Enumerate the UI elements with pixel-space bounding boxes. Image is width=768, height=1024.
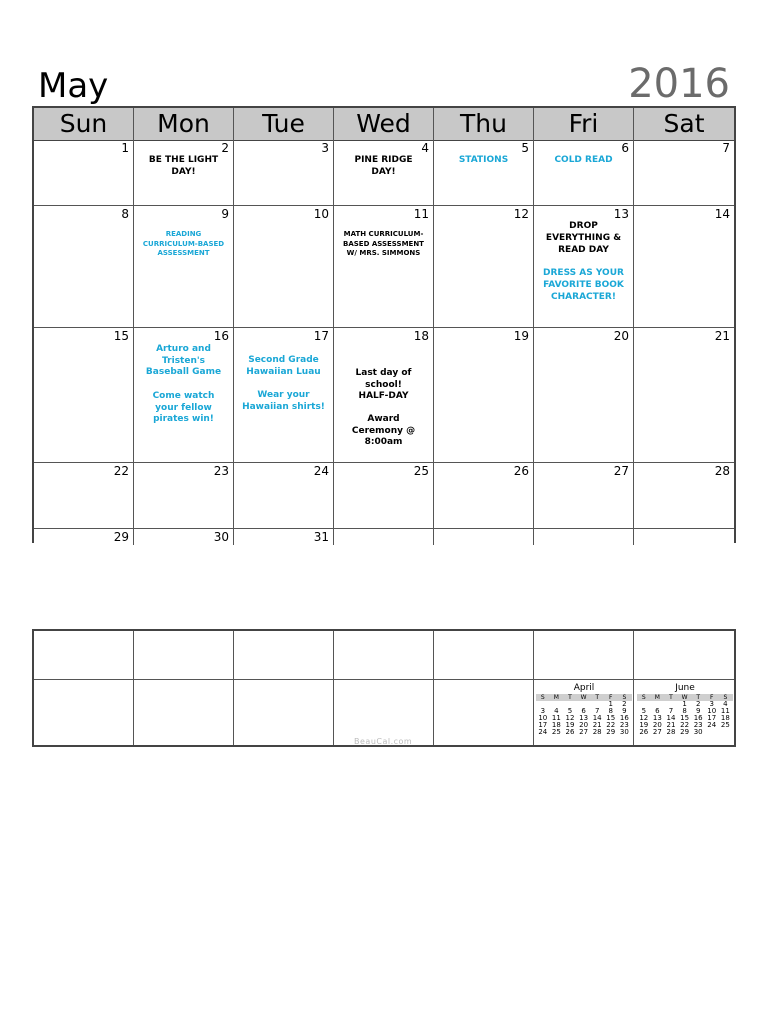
day-number: 31 xyxy=(313,530,329,544)
mini-day: 16 xyxy=(619,714,629,722)
mini-day: 8 xyxy=(682,707,687,715)
mini-day: 10 xyxy=(538,714,548,722)
day-number: 29 xyxy=(113,530,129,544)
day-number: 27 xyxy=(613,464,629,478)
mini-day: 14 xyxy=(666,714,676,722)
day-cell[interactable] xyxy=(234,140,334,206)
event-dress-as-character: DRESS AS YOUR FAVORITE BOOK CHARACTER! xyxy=(543,268,624,302)
mini-day: 3 xyxy=(540,707,546,715)
mini-day: 3 xyxy=(709,700,714,708)
mini-calendar-june xyxy=(637,683,733,736)
day-number: 4 xyxy=(421,141,429,155)
mini-day: 15 xyxy=(680,714,690,722)
mini-day: 26 xyxy=(639,728,649,736)
mini-calendar-title: April xyxy=(573,683,595,693)
event-be-the-light: BE THE LIGHT DAY! xyxy=(148,155,219,177)
day-cell[interactable] xyxy=(334,463,434,529)
event-hawaiian-luau: Second Grade Hawaiian Luau xyxy=(246,355,321,377)
mini-calendar-weekdays xyxy=(536,694,632,701)
day-cell[interactable] xyxy=(334,328,434,463)
day-cell[interactable] xyxy=(534,328,634,463)
event-pine-ridge: PINE RIDGE DAY! xyxy=(354,155,413,177)
notes-cell xyxy=(534,631,634,680)
mini-day: 2 xyxy=(695,700,701,708)
mini-day: 1 xyxy=(608,700,613,708)
mini-dow: T xyxy=(568,694,572,701)
weekday-thu: Thu xyxy=(434,108,534,140)
day-cell[interactable] xyxy=(534,206,634,328)
mini-dow: W xyxy=(681,694,688,701)
mini-dow: S xyxy=(641,694,646,701)
day-cell[interactable] xyxy=(134,463,234,529)
day-number: 16 xyxy=(213,329,229,343)
day-number: 20 xyxy=(613,329,629,343)
mini-day: 26 xyxy=(565,728,575,736)
mini-day: 13 xyxy=(579,714,589,722)
day-cell[interactable] xyxy=(434,328,534,463)
mini-day: 18 xyxy=(551,721,561,729)
mini-day xyxy=(705,729,719,736)
mini-day: 7 xyxy=(668,707,674,715)
mini-day: 9 xyxy=(622,707,627,715)
day-number: 11 xyxy=(413,207,429,221)
event-come-watch: Come watch your fellow pirates win! xyxy=(152,391,215,424)
mini-day: 22 xyxy=(680,721,690,729)
day-number: 15 xyxy=(113,329,129,343)
mini-dow: F xyxy=(609,694,613,701)
mini-dow: M xyxy=(654,694,660,701)
day-number: 22 xyxy=(113,464,129,478)
mini-day: 28 xyxy=(666,728,676,736)
mini-day: 9 xyxy=(695,707,701,715)
mini-dow: S xyxy=(540,694,545,701)
mini-day: 8 xyxy=(608,707,613,715)
mini-day: 13 xyxy=(652,714,662,722)
mini-day: 30 xyxy=(693,728,703,736)
weekday-tue: Tue xyxy=(234,108,334,140)
mini-day: 17 xyxy=(538,721,548,729)
day-number: 28 xyxy=(714,464,730,478)
day-number: 30 xyxy=(213,530,229,544)
mini-day: 23 xyxy=(693,721,703,729)
mini-day: 23 xyxy=(619,721,629,729)
day-cell[interactable] xyxy=(34,529,134,545)
day-cell[interactable] xyxy=(534,140,634,206)
day-cell[interactable] xyxy=(34,463,134,529)
day-cell[interactable] xyxy=(134,140,234,206)
mini-day: 5 xyxy=(567,707,573,715)
mini-day: 28 xyxy=(592,728,602,736)
day-number: 7 xyxy=(722,141,730,155)
weekday-mon: Mon xyxy=(134,108,234,140)
mini-calendar-april xyxy=(536,683,632,736)
day-cell[interactable] xyxy=(334,140,434,206)
day-cell[interactable] xyxy=(534,463,634,529)
mini-day: 7 xyxy=(594,707,600,715)
mini-week-row xyxy=(536,729,632,736)
notes-cell xyxy=(234,680,334,745)
mini-day: 25 xyxy=(551,728,561,736)
mini-day: 24 xyxy=(538,728,548,736)
event-drop-everything: DROP EVERYTHING & READ DAY xyxy=(545,221,622,255)
mini-day: 19 xyxy=(639,721,649,729)
day-cell[interactable] xyxy=(434,463,534,529)
day-cell[interactable] xyxy=(134,328,234,463)
mini-day: 6 xyxy=(581,707,586,715)
day-cell[interactable] xyxy=(234,529,334,545)
day-cell xyxy=(634,529,734,545)
event-stations: STATIONS xyxy=(458,155,509,165)
day-cell[interactable] xyxy=(234,328,334,463)
notes-cell xyxy=(34,680,134,745)
mini-dow: F xyxy=(710,694,714,701)
mini-dow: M xyxy=(553,694,559,701)
day-cell xyxy=(334,529,434,545)
mini-day: 16 xyxy=(693,714,703,722)
mini-dow: T xyxy=(595,694,599,701)
mini-day: 6 xyxy=(655,707,660,715)
mini-day: 14 xyxy=(592,714,602,722)
day-number: 14 xyxy=(714,207,730,221)
mini-day: 15 xyxy=(606,714,616,722)
notes-cell xyxy=(434,680,534,745)
day-cell xyxy=(534,529,634,545)
notes-cell xyxy=(234,631,334,680)
day-cell[interactable] xyxy=(434,140,534,206)
day-number: 8 xyxy=(121,207,129,221)
mini-day: 11 xyxy=(551,714,561,722)
mini-day: 12 xyxy=(565,714,575,722)
mini-day: 22 xyxy=(606,721,616,729)
day-number: 3 xyxy=(321,141,329,155)
day-cell[interactable] xyxy=(34,328,134,463)
event-hawaiian-shirts: Wear your Hawaiian shirts! xyxy=(242,390,325,412)
day-number: 24 xyxy=(313,464,329,478)
notes-cell xyxy=(134,631,234,680)
event-award-ceremony: Award Ceremony @ 8:00am xyxy=(351,414,416,447)
day-number: 5 xyxy=(521,141,529,155)
mini-day: 21 xyxy=(592,721,602,729)
mini-dow: S xyxy=(622,694,627,701)
day-number: 18 xyxy=(413,329,429,343)
mini-dow: S xyxy=(723,694,728,701)
event-reading-cba: READING CURRICULUM-BASED ASSESSMENT xyxy=(142,230,225,257)
watermark-brand: BeauCal.com xyxy=(354,737,413,746)
day-number: 17 xyxy=(313,329,329,343)
mini-day: 30 xyxy=(619,728,629,736)
day-cell[interactable] xyxy=(634,328,734,463)
year-title: 2016 xyxy=(628,61,730,107)
day-cell[interactable] xyxy=(34,140,134,206)
day-number: 1 xyxy=(121,141,129,155)
day-cell xyxy=(434,529,534,545)
calendar-grid xyxy=(32,106,736,543)
day-number: 25 xyxy=(413,464,429,478)
mini-day: 20 xyxy=(579,721,589,729)
day-number: 9 xyxy=(221,207,229,221)
mini-day: 25 xyxy=(720,721,730,729)
mini-day: 29 xyxy=(606,728,616,736)
mini-day: 29 xyxy=(680,728,690,736)
mini-day xyxy=(719,729,733,736)
weekday-sun: Sun xyxy=(34,108,134,140)
mini-dow: T xyxy=(669,694,673,701)
mini-day: 4 xyxy=(554,707,559,715)
mini-day: 27 xyxy=(579,728,589,736)
mini-dow: T xyxy=(696,694,700,701)
mini-day: 20 xyxy=(652,721,662,729)
notes-cell xyxy=(34,631,134,680)
day-cell[interactable] xyxy=(134,529,234,545)
day-number: 13 xyxy=(613,207,629,221)
day-cell[interactable] xyxy=(134,206,234,328)
day-cell[interactable] xyxy=(234,206,334,328)
month-title: May xyxy=(38,66,109,106)
mini-dow: W xyxy=(580,694,587,701)
event-math-cba: MATH CURRICULUM-BASED ASSESSMENT W/ MRS. SIMMONS xyxy=(343,230,424,257)
event-last-day: Last day of school! HALF-DAY xyxy=(355,368,412,401)
notes-cell xyxy=(634,631,734,680)
weekday-wed: Wed xyxy=(334,108,434,140)
mini-calendar-title: June xyxy=(675,683,695,693)
day-number: 6 xyxy=(621,141,629,155)
event-cold-read: COLD READ xyxy=(554,155,613,165)
day-number: 10 xyxy=(313,207,329,221)
mini-day: 21 xyxy=(666,721,676,729)
mini-day: 27 xyxy=(652,728,662,736)
day-number: 23 xyxy=(213,464,229,478)
mini-day: 4 xyxy=(723,700,728,708)
mini-day: 17 xyxy=(707,714,717,722)
notes-cell xyxy=(134,680,234,745)
weekday-header xyxy=(34,108,734,141)
mini-day: 1 xyxy=(682,700,687,708)
mini-week-row xyxy=(637,729,733,736)
day-number: 12 xyxy=(513,207,529,221)
notes-cell xyxy=(334,631,434,680)
day-cell[interactable] xyxy=(334,206,434,328)
day-cell[interactable] xyxy=(634,206,734,328)
mini-day: 24 xyxy=(707,721,717,729)
day-cell[interactable] xyxy=(634,463,734,529)
day-cell[interactable] xyxy=(34,206,134,328)
mini-day: 18 xyxy=(720,714,730,722)
mini-day: 2 xyxy=(622,700,627,708)
mini-day: 10 xyxy=(707,707,717,715)
mini-day: 19 xyxy=(565,721,575,729)
weekday-fri: Fri xyxy=(534,108,634,140)
notes-cell xyxy=(434,631,534,680)
mini-day: 11 xyxy=(720,707,730,715)
day-number: 19 xyxy=(513,329,529,343)
day-cell[interactable] xyxy=(234,463,334,529)
day-number: 21 xyxy=(714,329,730,343)
day-number: 26 xyxy=(513,464,529,478)
day-cell[interactable] xyxy=(434,206,534,328)
day-number: 2 xyxy=(221,141,229,155)
day-cell[interactable] xyxy=(634,140,734,206)
notes-cell xyxy=(334,680,434,745)
mini-day: 5 xyxy=(641,707,647,715)
weekday-sat: Sat xyxy=(663,109,705,138)
mini-day: 12 xyxy=(639,714,649,722)
event-baseball-game: Arturo and Tristen's Baseball Game xyxy=(145,344,222,377)
